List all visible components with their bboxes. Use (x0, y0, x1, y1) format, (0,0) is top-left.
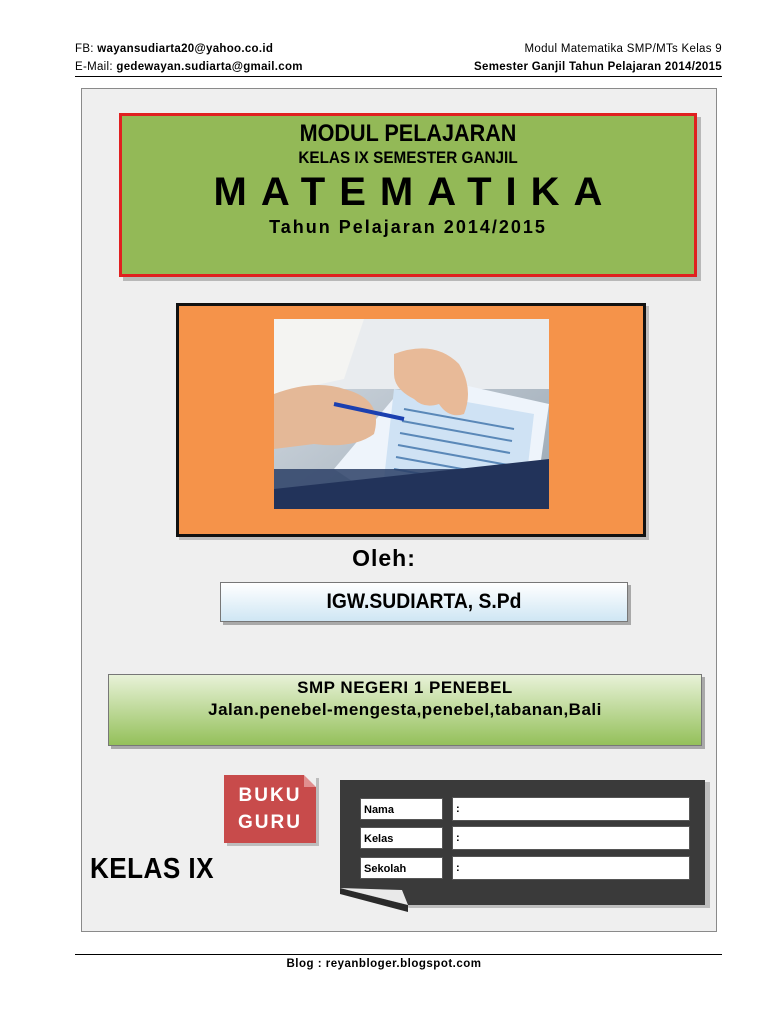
header-fb (75, 43, 273, 55)
email-label: E-Mail: (75, 61, 117, 73)
photo-box (176, 303, 646, 537)
title-year: Tahun Pelajaran 2014/2015 (269, 217, 547, 237)
header-divider (75, 76, 722, 77)
teacher-book-badge (224, 775, 316, 843)
badge-line2: GURU (238, 812, 302, 833)
form-input-kelas[interactable]: : (452, 826, 690, 850)
fb-value[interactable]: wayansudiarta20@yahoo.co.id (97, 43, 274, 55)
school-name: SMP NEGERI 1 PENEBEL (297, 678, 513, 697)
school-address: Jalan.penebel-mengesta,penebel,tabanan,Bali (208, 700, 602, 719)
form-input-nama[interactable]: : (452, 797, 690, 821)
form-input-sekolah[interactable]: : (452, 856, 690, 880)
fb-label: FB: (75, 43, 98, 55)
page-fold-icon (304, 775, 316, 787)
school-box (108, 674, 702, 746)
header-email (75, 61, 303, 73)
author-by-label: Oleh: (352, 545, 416, 571)
footer-divider (75, 954, 722, 955)
header-module-title: Modul Matematika SMP/MTs Kelas 9 (524, 43, 722, 55)
title-box (119, 113, 697, 277)
footer-blog[interactable]: Blog : reyanbloger.blogspot.com (286, 958, 482, 970)
author-name: IGW.SUDIARTA, S.Pd (326, 590, 522, 613)
title-class-semester: KELAS IX SEMESTER GANJIL (298, 148, 518, 167)
badge-line1: BUKU (238, 785, 302, 806)
header-semester: Semester Ganjil Tahun Pelajaran 2014/2015 (474, 61, 722, 73)
title-subject: MATEMATIKA (213, 170, 617, 214)
title-module: MODUL PELAJARAN (299, 120, 517, 147)
form-label-sekolah: Sekolah (360, 857, 443, 879)
email-value[interactable]: gedewayan.sudiarta@gmail.com (116, 61, 303, 73)
author-name-box (220, 582, 628, 622)
form-label-kelas: Kelas (360, 827, 443, 849)
class-label: KELAS IX (90, 853, 214, 885)
student-writing-exam-photo-icon (274, 319, 549, 509)
form-label-nama: Nama (360, 798, 443, 820)
